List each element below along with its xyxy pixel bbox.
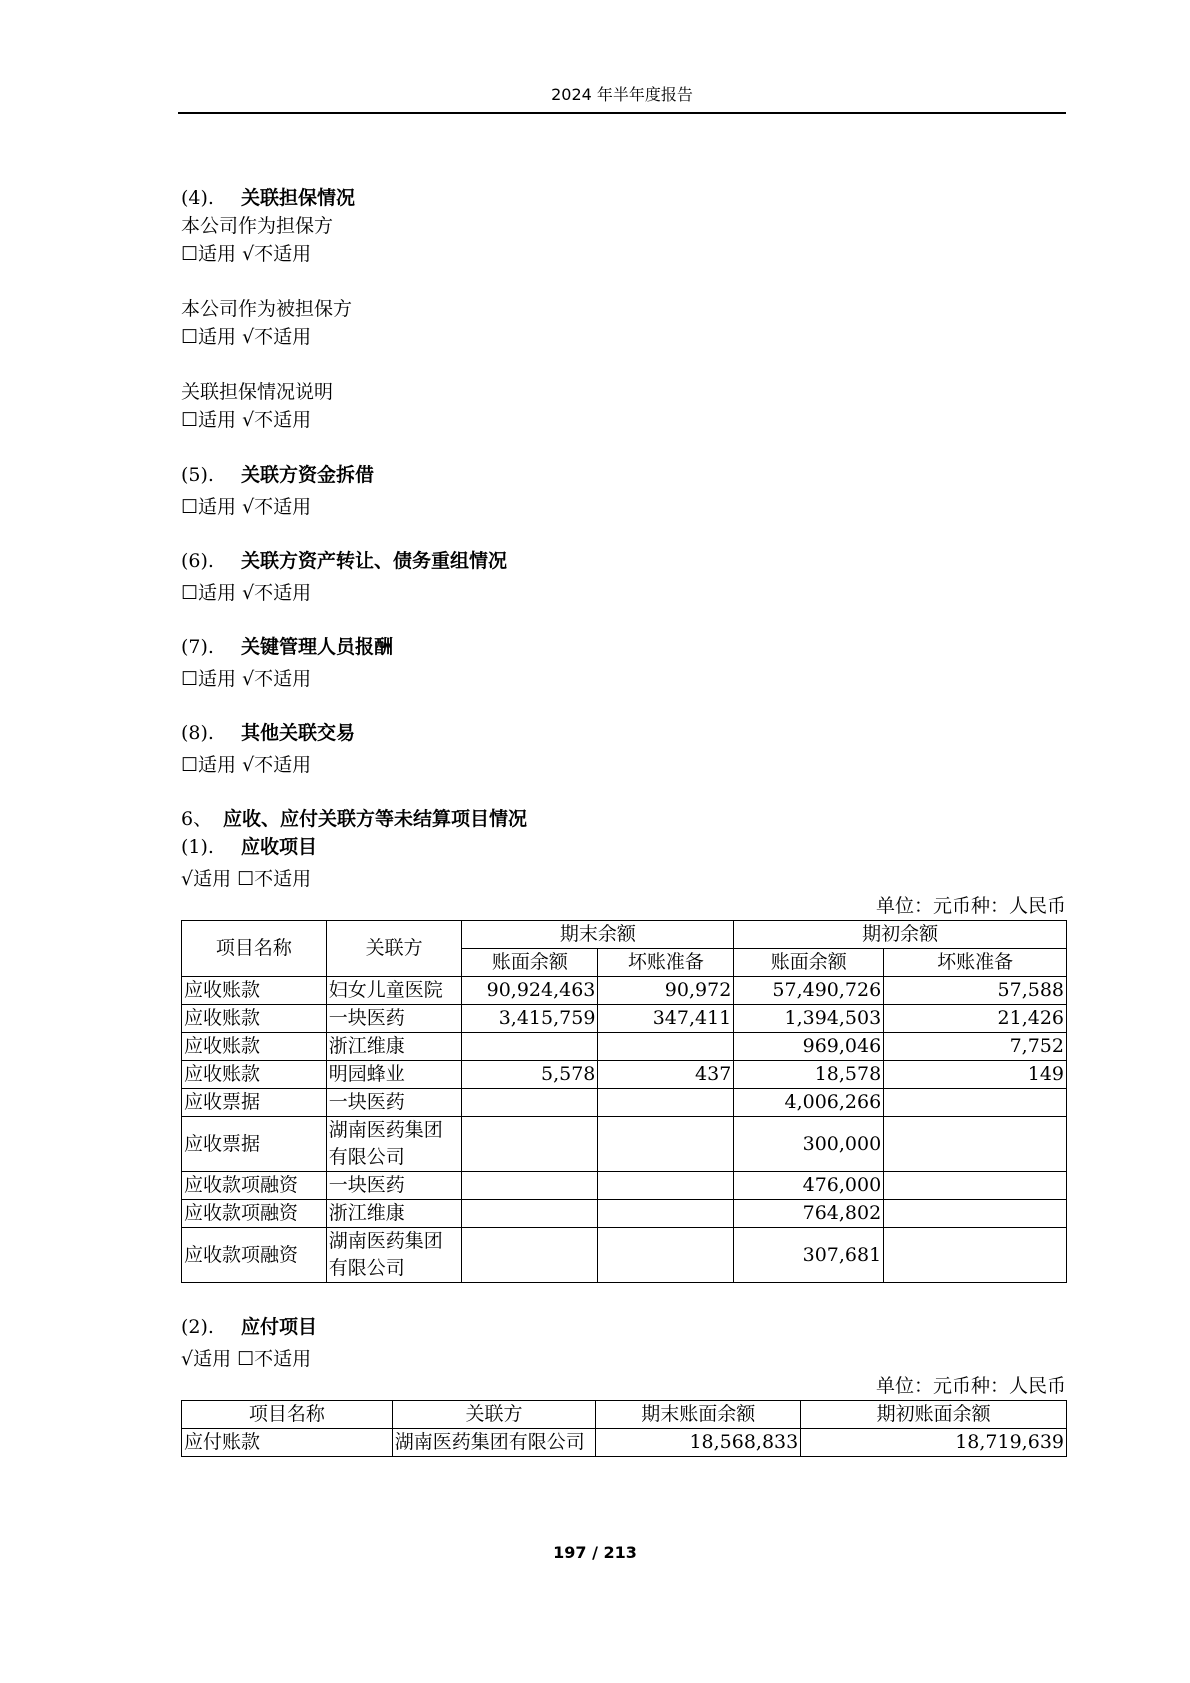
cell-item: 应收票据: [182, 1117, 327, 1172]
table-row: [182, 1005, 1067, 1033]
cell-item: 应收账款: [182, 1005, 327, 1033]
applicability-option: ☐适用 √不适用: [181, 668, 312, 690]
table-row: [182, 1089, 1067, 1117]
header-ending-balance: 期末余额: [462, 921, 734, 949]
cell-end-book: [462, 1117, 598, 1172]
cell-end-bad: 437: [598, 1061, 734, 1089]
cell-begin-bad: 7,752: [884, 1033, 1067, 1061]
cell-begin-book: 18,578: [734, 1061, 884, 1089]
cell-end-bad: 90,972: [598, 977, 734, 1005]
cell-begin-bad: [884, 1117, 1067, 1172]
payables-table: [181, 1400, 1067, 1457]
cell-party: 湖南医药集团有限公司: [392, 1429, 596, 1457]
header-party: 关联方: [392, 1401, 596, 1429]
section-number: (7).: [181, 636, 214, 658]
cell-party: 一块医药: [326, 1005, 462, 1033]
header-book-balance: 账面余额: [462, 949, 598, 977]
cell-begin-book: 307,681: [734, 1228, 884, 1283]
section-number: (5).: [181, 464, 214, 486]
table-row: [182, 1172, 1067, 1200]
cell-begin-book: 4,006,266: [734, 1089, 884, 1117]
section-5-heading: [181, 461, 1067, 489]
section-number: 6、: [181, 808, 213, 830]
table-row: [182, 1429, 1067, 1457]
cell-item: 应收账款: [182, 1061, 327, 1089]
section-number: (1).: [181, 836, 214, 858]
header-beginning-balance: 期初余额: [734, 921, 1067, 949]
cell-end-book: 3,415,759: [462, 1005, 598, 1033]
page-header: 2024 年半年度报告: [178, 84, 1066, 114]
cell-item: 应收款项融资: [182, 1200, 327, 1228]
cell-party: 一块医药: [326, 1089, 462, 1117]
page-content: [181, 184, 1067, 1457]
cell-end-book: [462, 1089, 598, 1117]
table-header-row: [182, 1401, 1067, 1429]
section-7-heading: [181, 633, 1067, 661]
cell-end-bad: [598, 1228, 734, 1283]
guarantor-label: 本公司作为担保方: [181, 215, 334, 237]
cell-end-book: 18,568,833: [596, 1429, 801, 1457]
cell-begin-bad: 21,426: [884, 1005, 1067, 1033]
payables-heading: [181, 1313, 1067, 1341]
cell-item: 应付账款: [182, 1429, 393, 1457]
applicability-option: √适用 ☐不适用: [181, 868, 312, 890]
cell-begin-book: 300,000: [734, 1117, 884, 1172]
section-title: 关联方资金拆借: [241, 464, 375, 486]
section-6-heading: [181, 547, 1067, 575]
cell-party: 浙江维康: [326, 1033, 462, 1061]
cell-party: 一块医药: [326, 1172, 462, 1200]
cell-end-bad: [598, 1117, 734, 1172]
header-bad-debt: 坏账准备: [598, 949, 734, 977]
header-book-balance: 账面余额: [734, 949, 884, 977]
applicability-option: ☐适用 √不适用: [181, 243, 312, 265]
cell-begin-bad: 57,588: [884, 977, 1067, 1005]
header-beginning-book-balance: 期初账面余额: [801, 1401, 1067, 1429]
cell-end-book: [462, 1200, 598, 1228]
cell-begin-bad: [884, 1089, 1067, 1117]
cell-end-bad: [598, 1200, 734, 1228]
cell-end-bad: 347,411: [598, 1005, 734, 1033]
header-party: 关联方: [326, 921, 462, 977]
cell-end-bad: [598, 1172, 734, 1200]
cell-begin-bad: [884, 1200, 1067, 1228]
cell-party: 湖南医药集团有限公司: [326, 1228, 462, 1283]
section-number: (6).: [181, 550, 214, 572]
section-8-heading: [181, 719, 1067, 747]
section-title: 关联担保情况: [241, 187, 356, 209]
cell-party: 浙江维康: [326, 1200, 462, 1228]
cell-item: 应收款项融资: [182, 1172, 327, 1200]
table-row: [182, 1061, 1067, 1089]
applicability-option: √适用 ☐不适用: [181, 1348, 312, 1370]
cell-end-book: 90,924,463: [462, 977, 598, 1005]
applicability-option: ☐适用 √不适用: [181, 754, 312, 776]
cell-item: 应收票据: [182, 1089, 327, 1117]
cell-end-bad: [598, 1089, 734, 1117]
header-ending-book-balance: 期末账面余额: [596, 1401, 801, 1429]
cell-party: 明园蜂业: [326, 1061, 462, 1089]
section-title: 应收项目: [241, 836, 318, 858]
section-title: 其他关联交易: [241, 722, 356, 744]
unit-note: 单位：元币种：人民币: [875, 1375, 1066, 1397]
cell-party: 湖南医药集团有限公司: [326, 1117, 462, 1172]
table-row: [182, 1228, 1067, 1283]
table-header-row: [182, 921, 1067, 949]
applicability-option: ☐适用 √不适用: [181, 326, 312, 348]
cell-party: 妇女儿童医院: [326, 977, 462, 1005]
section-title: 关键管理人员报酬: [241, 636, 394, 658]
section-title: 应收、应付关联方等未结算项目情况: [223, 808, 528, 830]
cell-item: 应收账款: [182, 977, 327, 1005]
guaranteed-label: 本公司作为被担保方: [181, 298, 353, 320]
cell-begin-book: 764,802: [734, 1200, 884, 1228]
applicability-option: ☐适用 √不适用: [181, 496, 312, 518]
section-4-heading: [181, 184, 1067, 212]
page-number: 197 / 213: [553, 1543, 637, 1562]
cell-begin-bad: 149: [884, 1061, 1067, 1089]
header-bad-debt: 坏账准备: [884, 949, 1067, 977]
section-number: (2).: [181, 1316, 214, 1338]
cell-begin-book: 18,719,639: [801, 1429, 1067, 1457]
section-title: 关联方资产转让、债务重组情况: [241, 550, 508, 572]
cell-end-book: [462, 1228, 598, 1283]
receivables-table: [181, 920, 1067, 1283]
header-item: 项目名称: [182, 921, 327, 977]
table-row: [182, 977, 1067, 1005]
cell-begin-book: 476,000: [734, 1172, 884, 1200]
cell-begin-bad: [884, 1172, 1067, 1200]
cell-begin-book: 969,046: [734, 1033, 884, 1061]
table-row: [182, 1117, 1067, 1172]
cell-end-book: [462, 1172, 598, 1200]
header-item: 项目名称: [182, 1401, 393, 1429]
cell-begin-bad: [884, 1228, 1067, 1283]
cell-end-book: 5,578: [462, 1061, 598, 1089]
cell-item: 应收账款: [182, 1033, 327, 1061]
table-row: [182, 1200, 1067, 1228]
table-row: [182, 1033, 1067, 1061]
applicability-option: ☐适用 √不适用: [181, 409, 312, 431]
section-number: (4).: [181, 187, 214, 209]
section-number: (8).: [181, 722, 214, 744]
section-title: 应付项目: [241, 1316, 318, 1338]
cell-begin-book: 57,490,726: [734, 977, 884, 1005]
guarantee-note-label: 关联担保情况说明: [181, 381, 334, 403]
cell-end-book: [462, 1033, 598, 1061]
receivables-heading: [181, 833, 1067, 861]
section-6-main-heading: [181, 805, 1067, 833]
applicability-option: ☐适用 √不适用: [181, 582, 312, 604]
cell-end-bad: [598, 1033, 734, 1061]
cell-item: 应收款项融资: [182, 1228, 327, 1283]
unit-note: 单位：元币种：人民币: [875, 895, 1066, 917]
cell-begin-book: 1,394,503: [734, 1005, 884, 1033]
